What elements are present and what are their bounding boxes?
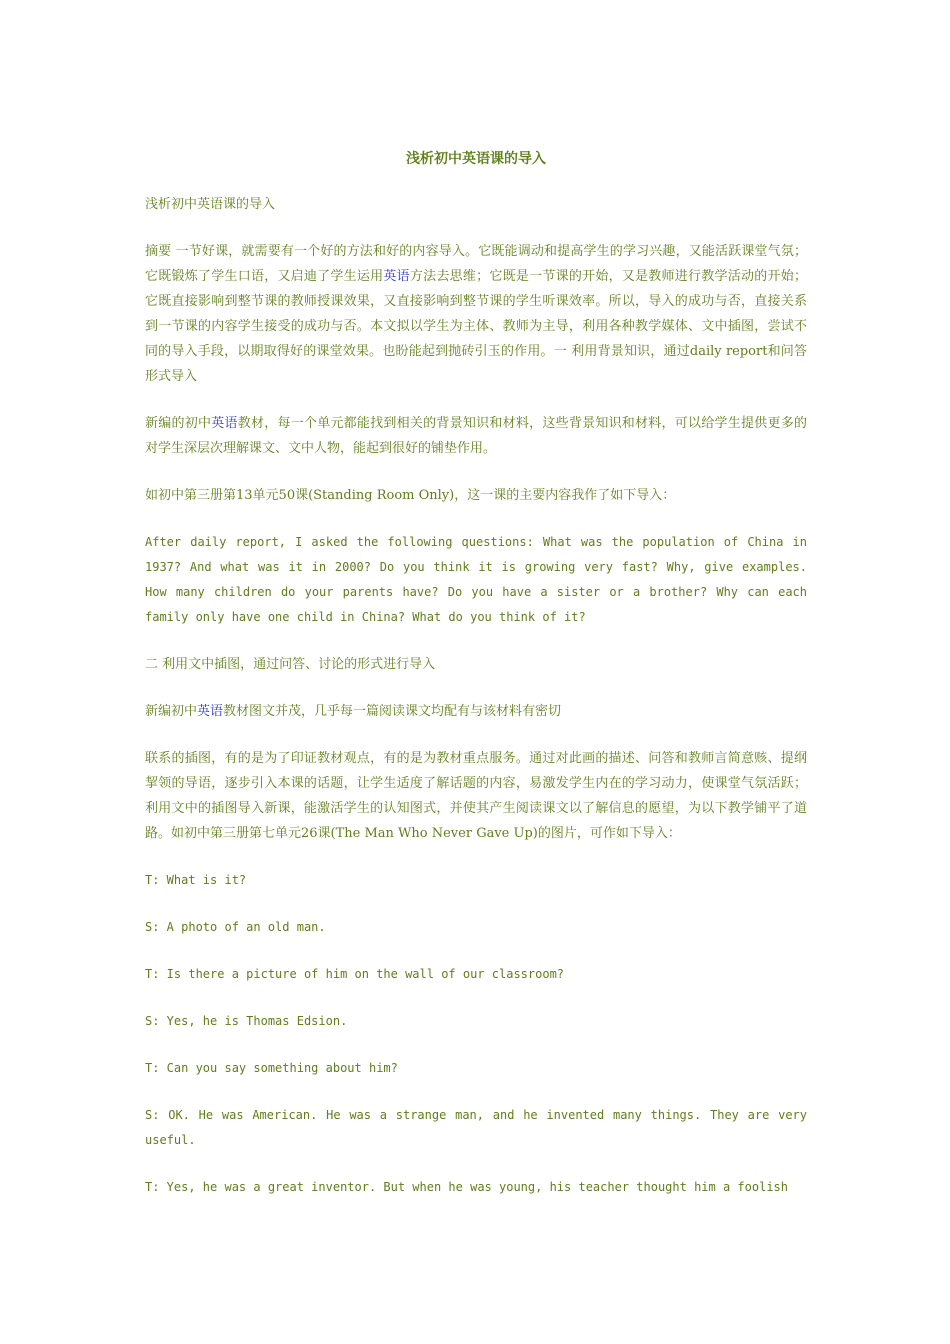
background-text-end: 教材，每一个单元都能找到相关的背景知识和材料，这些背景知识和材料，可以给学生提供更多的对学生深层次理解课文、文中人物，能起到很好的铺垫作用。 [145,416,807,456]
dialog-line: T: Yes, he was a great inventor. But when he was young, his teacher thought him a foolish [145,1180,788,1194]
background-paragraph [145,411,807,461]
illustration-text-start: 新编初中 [145,704,198,719]
lesson50-paragraph: 如初中第三册第13单元50课(Standing Room Only)，这一课的主要内容我作了如下导入： [145,488,676,503]
subtitle-paragraph: 浅析初中英语课的导入 [145,197,276,212]
english-link[interactable]: 英语 [383,269,410,284]
english-link[interactable]: 英语 [197,704,224,719]
background-text-start: 新编的初中 [145,416,212,431]
dialog-line: S: Yes, he is Thomas Edsion. [145,1014,348,1028]
section-two-heading: 二 利用文中插图，通过问答、讨论的形式进行导入 [145,657,436,672]
illustration-paragraph [145,699,807,724]
questions-paragraph: After daily report, I asked the following questions: What was the population of China in 1937? And what was it in 2000? Do you think it is growing very fast? Why, give examples. How many children do your parents have? Do you have a sister or a brother? Why can each family only have one child in China? What do you think of it? [145,535,807,624]
dialog-line: S: OK. He was American. He was a strange man, and he invented many things. They are very useful. [145,1108,807,1147]
english-link[interactable]: 英语 [211,416,238,431]
abstract-paragraph [145,239,807,389]
dialog-line: T: Can you say something about him? [145,1061,398,1075]
document-title: 浅析初中英语课的导入 [406,151,546,167]
illustration-text-end: 教材图文并茂，几乎每一篇阅读课文均配有与该材料有密切 [223,704,562,719]
dialog-line: T: Is there a picture of him on the wall of our classroom? [145,967,565,981]
illustration-detail-paragraph: 联系的插图，有的是为了印证教材观点，有的是为教材重点服务。通过对此画的描述、问答和教师言简意赅、提纲挈领的导语，逐步引入本课的话题，让学生适度了解话题的内容，易激发学生内在的学习动力，使课堂气氛活跃；利用文中的插图导入新课，能激活学生的认知图式，并使其产生阅读课文以了解信息的愿望，为以下教学铺平了道路。如初中第三册第七单元26课(The Man Who Never Gave Up)的图片，可作如下导入： [145,751,807,841]
dialog-line: T: What is it? [145,873,247,887]
document-page [145,148,807,1222]
abstract-text-start: 摘要 一节好课，就需要有一个好的方法和好的内容导入。它既能调动和提高学生的学习兴趣，又能活跃课堂气氛；它既锻炼了学生口语，又启迪了学生运用 [145,244,807,284]
dialog-line: S: A photo of an old man. [145,920,326,934]
abstract-text-end: 方法去思维；它既是一节课的开始，又是教师进行教学活动的开始；它既直接影响到整节课的教师授课效果，又直接影响到整节课的学生听课效率。所以，导入的成功与否，直接关系到一节课的内容学生接受的成功与否。本文拟以学生为主体、教师为主导，利用各种教学媒体、文中插图，尝试不同的导入手段，以期取得好的课堂效果。也盼能起到抛砖引玉的作用。一 利用背景知识，通过daily report和问答形式导入 [145,269,807,384]
